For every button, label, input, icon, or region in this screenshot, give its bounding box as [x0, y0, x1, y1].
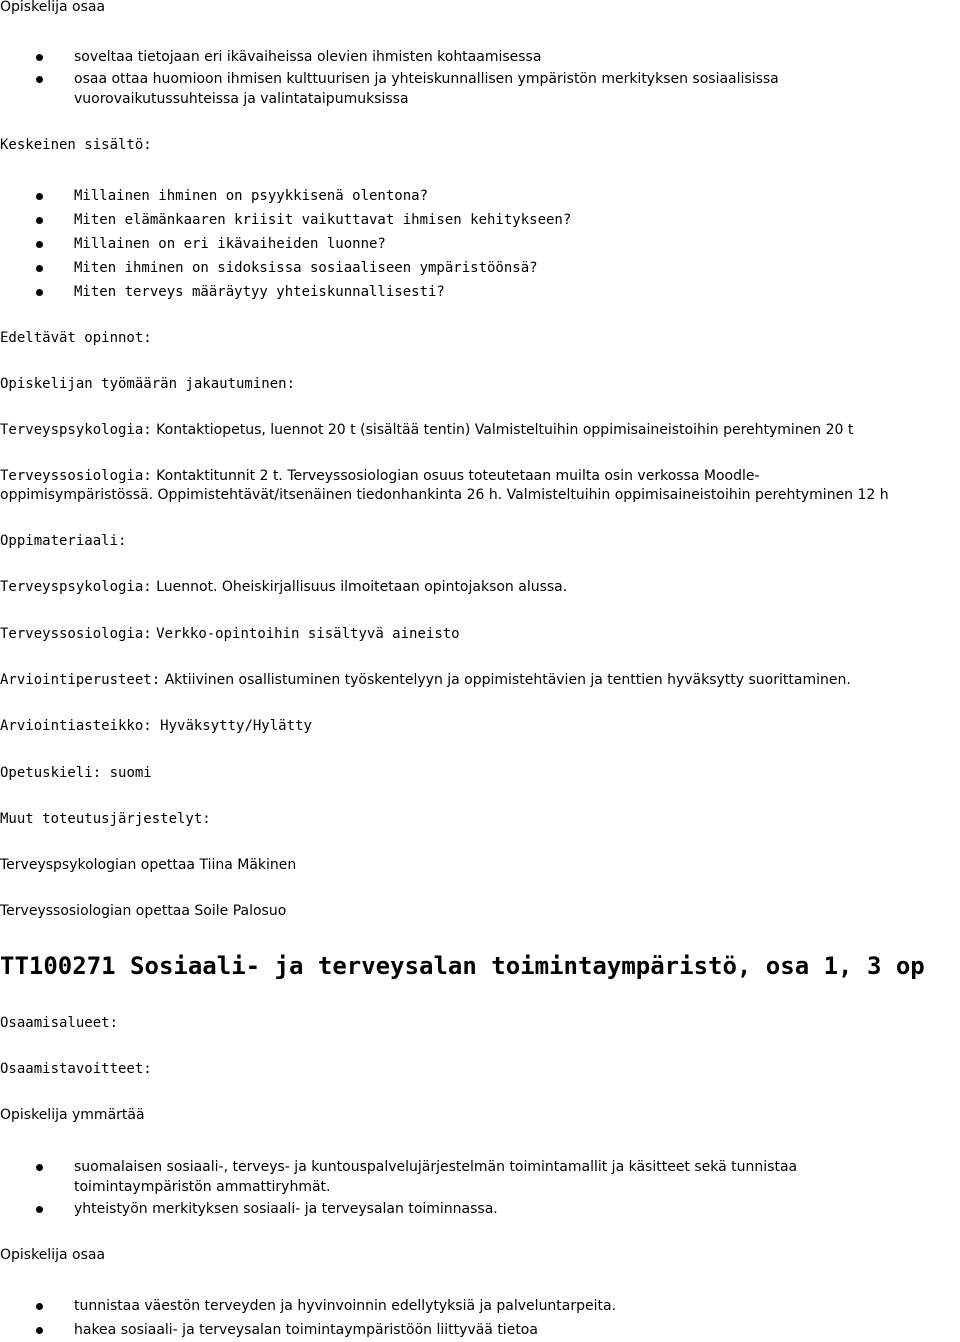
kieli-label: Opetuskieli:	[0, 765, 102, 781]
opetuskieli	[0, 763, 152, 783]
bullet-icon	[36, 76, 43, 83]
asteikko-text: Hyväksytty/Hylätty	[160, 718, 312, 734]
kieli-text: suomi	[109, 765, 152, 781]
osaamisalueet-heading: Osaamisalueet:	[0, 1015, 119, 1031]
bullet-icon	[36, 1303, 43, 1310]
ts-text2: oppimisympäristössä. Oppimistehtävät/itsenäinen tiedonhankinta 26 h. Valmisteltuihin oppimisaineistoihin perehtyminen 12 h	[0, 487, 889, 503]
bullet-icon	[36, 1164, 43, 1171]
opettaja-2: Terveyssosiologian opettaa Soile Palosuo	[0, 903, 287, 919]
course-title: TT100271 Sosiaali- ja terveysalan toimintaympäristö, osa 1, 3 op	[0, 952, 925, 980]
arviointiperusteet	[0, 670, 851, 690]
tp-workload	[0, 420, 853, 440]
bullet-icon	[36, 289, 43, 296]
bullet-icon	[36, 217, 43, 224]
arv-label: Arviointiperusteet:	[0, 672, 161, 688]
ts-workload	[0, 466, 760, 486]
om-tp-text: Luennot. Oheiskirjallisuus ilmoitetaan opintojakson alussa.	[156, 579, 568, 595]
osaa-label: Opiskelija osaa	[0, 1247, 106, 1263]
tyomaara-heading: Opiskelijan työmäärän jakautuminen:	[0, 376, 296, 392]
bullet-icon	[36, 241, 43, 248]
om-ts-text: Verkko-opintoihin sisältyvä aineisto	[156, 626, 460, 642]
oppimateriaali-heading: Oppimateriaali:	[0, 533, 127, 549]
om-tp	[0, 577, 567, 597]
ymmartaa-label: Opiskelija ymmärtää	[0, 1107, 145, 1123]
om-tp-label: Terveyspsykologia:	[0, 579, 152, 595]
muut-heading: Muut toteutusjärjestelyt:	[0, 811, 211, 827]
opiskelija-osaa-label: Opiskelija osaa	[0, 0, 106, 15]
asteikko-label: Arviointiasteikko:	[0, 718, 152, 734]
bullet-icon	[36, 193, 43, 200]
keskeinen-heading: Keskeinen sisältö:	[0, 137, 152, 153]
om-ts-label: Terveyssosiologia:	[0, 626, 152, 642]
om-ts	[0, 624, 460, 644]
arviointiasteikko	[0, 716, 312, 736]
tp-label: Terveyspsykologia:	[0, 422, 152, 438]
bullet-icon	[36, 1327, 43, 1334]
edeltavat-heading: Edeltävät opinnot:	[0, 330, 152, 346]
tp-text: Kontaktiopetus, luennot 20 t (sisältää tentin) Valmisteltuihin oppimisaineistoihin perehtyminen 20 t	[156, 422, 854, 438]
bullet-icon	[36, 265, 43, 272]
ts-text1: Kontaktitunnit 2 t. Terveyssosiologian osuus toteutetaan muilta osin verkossa Moodle-	[156, 468, 760, 484]
osaamistavoitteet-heading: Osaamistavoitteet:	[0, 1061, 152, 1077]
bullet-icon	[36, 1206, 43, 1213]
opettaja-1: Terveyspsykologian opettaa Tiina Mäkinen	[0, 857, 297, 873]
bullet-icon	[36, 54, 43, 61]
ts-label: Terveyssosiologia:	[0, 468, 152, 484]
arv-text: Aktiivinen osallistuminen työskentelyyn ja oppimistehtävien ja tenttien hyväksytty suorittaminen.	[164, 672, 851, 688]
